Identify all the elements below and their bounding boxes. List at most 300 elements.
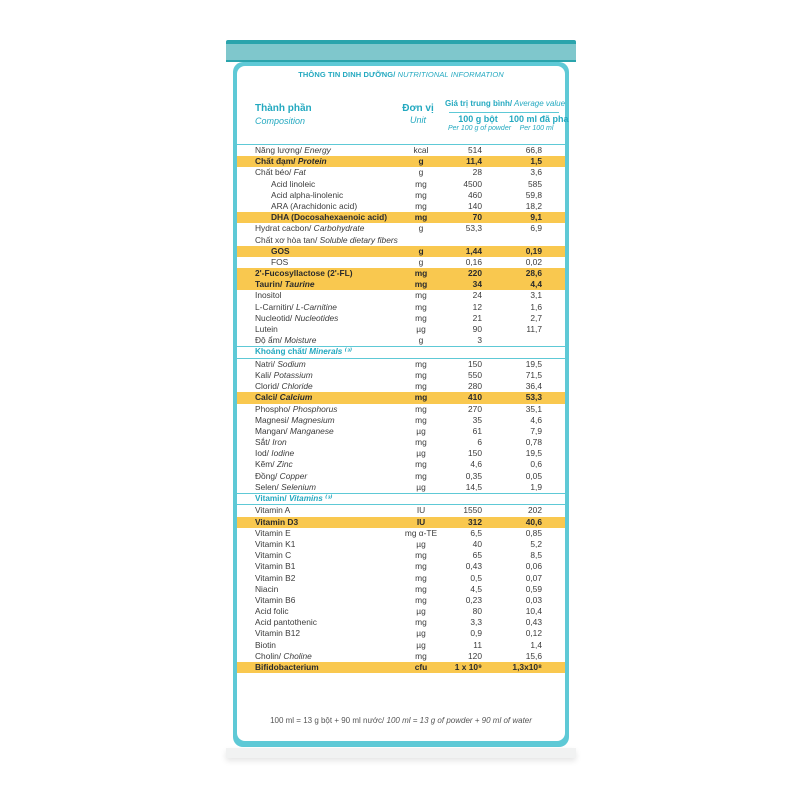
value-per-100ml: 11,7 xyxy=(526,324,542,334)
per-100g-vn: 100 g bột xyxy=(458,114,498,124)
footnote xyxy=(237,716,565,725)
nutrient-unit: µg xyxy=(416,639,426,650)
nutrient-name xyxy=(255,471,307,482)
nutrient-unit: mg xyxy=(415,178,427,189)
value-per-100ml: 19,5 xyxy=(525,448,542,459)
nutrient-unit: µg xyxy=(416,324,426,334)
nutrient-name-en: Phosphorus xyxy=(290,403,338,414)
nutrient-name-vn: Iod/ xyxy=(255,448,269,459)
nutrient-name xyxy=(255,156,327,167)
value-per-100ml: 1,5 xyxy=(530,156,542,167)
value-per-100g: 0,23 xyxy=(465,594,482,605)
value-per-100g: 550 xyxy=(468,369,482,380)
value-per-100g: 0,9 xyxy=(470,628,482,639)
nutrient-name xyxy=(255,359,306,370)
value-per-100g: 120 xyxy=(468,650,482,661)
nutrient-name-vn: Khoáng chất/ xyxy=(255,347,307,357)
value-per-100ml: 6,9 xyxy=(530,223,542,234)
nutrient-name xyxy=(255,550,291,561)
nutrient-name-en: Iodine xyxy=(268,448,295,459)
value-per-100g: 460 xyxy=(468,189,482,200)
nutrient-name xyxy=(255,347,352,357)
nutrient-name-en: Magnesium xyxy=(288,414,335,425)
nutrient-name-vn: Taurin/ xyxy=(255,279,283,290)
unit-header-en: Unit xyxy=(409,115,426,125)
nutrient-name xyxy=(255,381,313,392)
value-per-100g: 1550 xyxy=(463,505,482,516)
nutrient-row xyxy=(237,381,565,392)
value-per-100ml: 59,8 xyxy=(525,189,542,200)
per-100ml-header xyxy=(509,114,569,132)
nutrient-name-vn: Năng lượng/ xyxy=(255,145,302,155)
nutrient-unit: IU xyxy=(416,505,426,516)
nutrient-name xyxy=(255,482,316,493)
nutrient-name xyxy=(255,448,294,459)
nutrient-row xyxy=(237,561,565,572)
value-per-100g: 6 xyxy=(477,437,482,448)
value-per-100ml: 5,2 xyxy=(530,538,542,549)
nutrient-row xyxy=(237,640,565,651)
value-per-100g: 0,5 xyxy=(470,572,482,583)
value-per-100ml: 18,2 xyxy=(525,200,542,211)
value-per-100g: 70 xyxy=(472,212,482,223)
value-per-100ml: 8,5 xyxy=(530,550,542,561)
nutrient-row xyxy=(237,268,565,279)
nutrient-name-en: Choline xyxy=(281,650,312,661)
nutrient-name-en: Nucleotides xyxy=(292,312,339,323)
value-per-100g: 34 xyxy=(472,279,482,290)
nutrient-unit: mg xyxy=(415,617,427,628)
nutrient-name xyxy=(255,415,335,426)
nutrient-unit: g xyxy=(418,256,424,267)
value-per-100g: 3,3 xyxy=(470,617,482,628)
value-per-100g: 0,43 xyxy=(465,561,482,572)
nutrient-name-en: Soluble dietary fibers xyxy=(317,234,398,245)
nutrient-name-vn: DHA (Docosahexaenoic acid) xyxy=(271,212,388,223)
nutrient-unit: mg xyxy=(415,414,427,425)
nutrient-row xyxy=(237,246,565,257)
value-per-100g: 280 xyxy=(468,381,482,392)
nutrient-unit: g xyxy=(418,335,424,346)
nutrient-name xyxy=(255,370,313,381)
nutrient-name xyxy=(255,606,289,617)
value-per-100ml: 1,9 xyxy=(530,481,542,492)
value-per-100g: 90 xyxy=(472,324,482,334)
nutrient-name-vn: Vitamin D3 xyxy=(255,516,299,527)
nutrient-name-vn: GOS xyxy=(271,245,290,256)
nutrient-unit: mg xyxy=(415,369,427,380)
nutrient-name xyxy=(255,505,290,516)
nutrient-name-vn: Clorid/ xyxy=(255,381,280,392)
box-bottom-edge xyxy=(226,748,576,758)
nutrient-row xyxy=(237,550,565,561)
value-per-100ml: 19,5 xyxy=(525,358,542,369)
nutrient-name xyxy=(255,268,353,279)
nutrient-row xyxy=(237,359,565,370)
unit-header-vn: Đơn vị xyxy=(402,103,434,114)
box-top-flap xyxy=(226,44,576,60)
nutrient-name-vn: Vitamin/ xyxy=(255,494,287,504)
nutrient-row xyxy=(237,471,565,482)
nutrient-name xyxy=(255,235,398,246)
nutrient-name-vn: Vitamin B6 xyxy=(255,594,296,605)
nutrient-unit: mg xyxy=(415,200,427,211)
value-per-100g: 1,44 xyxy=(465,245,482,256)
nutrient-name-vn: Cholin/ xyxy=(255,650,282,661)
value-per-100ml: 53,3 xyxy=(525,392,542,403)
nutrient-name xyxy=(255,640,276,651)
nutrient-row xyxy=(237,628,565,639)
nutrient-unit: mg xyxy=(415,459,427,470)
nutrient-name-en: Potassium xyxy=(271,369,313,380)
value-per-100g: 40 xyxy=(472,538,482,549)
nutrient-row xyxy=(237,437,565,448)
value-per-100ml: 0,07 xyxy=(525,572,542,583)
nutrient-row xyxy=(237,370,565,381)
value-per-100g: 14,5 xyxy=(465,481,482,492)
value-per-100g: 11 xyxy=(473,639,482,650)
footnote-vn: 100 ml = 13 g bột + 90 ml nước/ xyxy=(270,716,385,725)
nutrient-unit: mg xyxy=(414,268,428,279)
value-per-100ml: 35,1 xyxy=(525,403,542,414)
nutrient-name-vn: FOS xyxy=(271,256,289,267)
section-header-row xyxy=(237,346,565,358)
nutrient-row xyxy=(237,201,565,212)
nutrient-row xyxy=(237,212,565,223)
composition-header-en: Composition xyxy=(255,116,306,126)
nutrient-name-vn: Vitamin E xyxy=(255,527,291,538)
nutrient-name-en: Moisture xyxy=(282,335,317,346)
nutrient-name-en: Fat xyxy=(291,167,306,178)
nutrient-unit: mg xyxy=(415,561,427,572)
nutrient-row xyxy=(237,404,565,415)
nutrient-row xyxy=(237,179,565,190)
value-per-100g: 1 x 10⁹ xyxy=(454,662,482,673)
nutrient-name xyxy=(255,573,295,584)
title-en: NUTRITIONAL INFORMATION xyxy=(395,70,504,79)
value-per-100g: 11,4 xyxy=(466,156,482,167)
value-per-100ml: 0,12 xyxy=(525,628,542,639)
value-per-100ml: 3,1 xyxy=(530,290,542,301)
nutrient-unit: mg xyxy=(415,470,427,481)
nutrient-name xyxy=(271,201,357,212)
nutrient-name-vn: 2'-Fucosyllactose (2'-FL) xyxy=(255,268,353,279)
nutrient-name-vn: Vitamin K1 xyxy=(255,538,296,549)
nutrient-name-vn: Niacin xyxy=(255,583,279,594)
nutrient-name xyxy=(255,584,278,595)
nutrient-name-en: Zinc xyxy=(274,459,293,470)
value-per-100ml: 9,1 xyxy=(530,212,542,223)
nutrient-name-vn: Acid linoleic xyxy=(271,178,316,189)
title-vn: THÔNG TIN DINH DƯỠNG/ xyxy=(298,70,396,79)
nutrient-name-en: Protein xyxy=(295,156,327,167)
nutrient-row xyxy=(237,517,565,528)
value-per-100g: 3 xyxy=(477,335,482,346)
nutrient-unit: mg xyxy=(415,189,427,200)
nutrient-name-vn: Selen/ xyxy=(255,481,279,492)
nutrient-unit: mg xyxy=(415,312,427,323)
nutrient-name xyxy=(255,561,295,572)
footnote-en: 100 ml = 13 g of powder + 90 ml of water xyxy=(384,716,532,725)
nutrient-name xyxy=(255,223,364,234)
nutrient-unit: g xyxy=(418,167,424,178)
nutrient-unit: g xyxy=(418,245,424,256)
nutrient-name-vn: Kẽm/ xyxy=(255,459,275,470)
per-100g-header xyxy=(448,114,512,132)
value-per-100ml: 0,06 xyxy=(525,561,542,572)
nutrient-name xyxy=(255,617,317,628)
nutrient-row xyxy=(237,235,565,246)
nutrient-row xyxy=(237,190,565,201)
nutrient-name-vn: Biotin xyxy=(255,639,276,650)
nutrient-name xyxy=(255,145,331,156)
nutrient-row xyxy=(237,313,565,324)
value-per-100g: 0,35 xyxy=(465,470,482,481)
nutrient-name xyxy=(255,595,295,606)
nutrient-row xyxy=(237,528,565,539)
nutrient-row xyxy=(237,167,565,178)
value-per-100ml: 0,59 xyxy=(525,583,542,594)
nutrient-unit: µg xyxy=(416,606,426,617)
nutrient-row xyxy=(237,482,565,493)
value-per-100ml: 0,03 xyxy=(525,594,542,605)
nutrient-row xyxy=(237,662,565,673)
value-per-100ml: 7,9 xyxy=(530,425,542,436)
value-per-100g: 150 xyxy=(468,448,482,459)
nutrient-unit: g xyxy=(418,223,424,234)
nutrient-name xyxy=(271,246,290,257)
value-per-100ml: 28,6 xyxy=(525,268,542,279)
nutrient-row xyxy=(237,257,565,268)
nutrient-row xyxy=(237,617,565,628)
nutrient-name-vn: Calci/ xyxy=(255,392,278,403)
per-100ml-en: Per 100 ml xyxy=(519,125,554,132)
nutrient-row xyxy=(237,302,565,313)
nutrient-unit: mg xyxy=(415,437,427,448)
value-per-100g: 140 xyxy=(468,200,482,211)
nutrient-row xyxy=(237,324,565,335)
nutrient-name-vn: Chất đạm/ xyxy=(255,156,296,167)
nutrient-name-vn: Đồng/ xyxy=(255,470,278,481)
value-per-100g: 53,3 xyxy=(465,223,482,234)
nutrient-name-vn: Acid folic xyxy=(255,606,289,617)
nutrient-name xyxy=(255,324,278,335)
nutrient-unit: mg xyxy=(415,550,427,561)
value-per-100ml: 36,4 xyxy=(525,381,542,392)
nutrient-name-vn: Vitamin C xyxy=(255,550,292,561)
value-per-100ml: 0,78 xyxy=(525,437,542,448)
nutrient-name-vn: Nucleotid/ xyxy=(255,312,293,323)
nutrient-row xyxy=(237,290,565,301)
nutrient-name-en: Chloride xyxy=(279,381,313,392)
nutrient-name xyxy=(271,190,343,201)
per-100ml-vn: 100 ml đã pha xyxy=(509,114,569,124)
average-value-header xyxy=(445,99,566,108)
nutrient-name xyxy=(255,494,333,504)
value-per-100ml: 202 xyxy=(528,505,542,516)
value-per-100ml: 4,4 xyxy=(530,279,542,290)
nutrient-row xyxy=(237,335,565,346)
value-per-100ml: 0,6 xyxy=(530,459,542,470)
nutrient-row xyxy=(237,651,565,662)
nutrient-name-vn: Kali/ xyxy=(255,369,272,380)
value-per-100g: 410 xyxy=(468,392,482,403)
nutrient-unit: mg xyxy=(415,583,427,594)
value-per-100g: 35 xyxy=(472,414,482,425)
nutrient-unit: µg xyxy=(416,425,426,436)
nutrient-name xyxy=(255,628,300,639)
value-per-100ml: 15,6 xyxy=(525,650,542,661)
nutrient-unit: mg α-TE xyxy=(404,527,438,538)
nutrient-unit: mg xyxy=(414,279,428,290)
nutrient-unit: mg xyxy=(415,650,427,661)
value-per-100g: 4500 xyxy=(463,178,482,189)
nutrient-row xyxy=(237,573,565,584)
nutrient-name xyxy=(255,426,334,437)
nutrient-name-vn: Độ ẩm/ xyxy=(255,335,282,346)
nutrient-name-en: Minerals ⁽³⁾ xyxy=(306,347,353,357)
nutrient-unit: mg xyxy=(415,594,427,605)
nutrient-row xyxy=(237,145,565,156)
value-per-100g: 65 xyxy=(472,550,482,561)
nutrient-name-vn: Vitamin B2 xyxy=(255,572,296,583)
value-per-100ml: 71,5 xyxy=(525,369,542,380)
average-value-vn: Giá trị trung bình/ xyxy=(445,99,513,108)
nutrient-name xyxy=(255,517,298,528)
nutrient-name-vn: Vitamin B1 xyxy=(255,561,296,572)
nutrient-name xyxy=(271,212,387,223)
nutrient-name-vn: Phospho/ xyxy=(255,403,291,414)
value-per-100g: 220 xyxy=(468,268,482,279)
nutrient-name xyxy=(255,459,293,470)
nutrient-row xyxy=(237,223,565,234)
nutrient-unit: mg xyxy=(414,212,428,223)
nutrient-name-en: Manganese xyxy=(287,425,334,436)
per-100g-en: Per 100 g of powder xyxy=(448,125,512,132)
nutrient-unit: cfu xyxy=(414,662,428,673)
nutrient-name-en: Copper xyxy=(277,470,308,481)
nutrient-name-vn: Magnesi/ xyxy=(255,414,289,425)
nutrient-name-vn: Mangan/ xyxy=(255,425,288,436)
nutrient-row xyxy=(237,392,565,403)
value-per-100g: 0,16 xyxy=(465,256,482,267)
nutrient-name-vn: Natri/ xyxy=(255,358,276,369)
value-per-100g: 312 xyxy=(468,516,482,527)
nutrient-name-vn: Sắt/ xyxy=(255,437,270,448)
nutrient-name-vn: Vitamin A xyxy=(255,505,291,516)
value-per-100ml: 0,43 xyxy=(525,617,542,628)
value-per-100ml: 585 xyxy=(528,178,542,189)
composition-header xyxy=(255,104,312,126)
value-per-100ml: 2,7 xyxy=(530,312,542,323)
value-per-100g: 6,5 xyxy=(470,527,482,538)
nutrient-unit: µg xyxy=(416,628,426,639)
value-per-100g: 80 xyxy=(472,606,482,617)
nutrient-unit: mg xyxy=(415,290,427,301)
value-per-100g: 21 xyxy=(472,312,482,323)
header-divider xyxy=(449,112,559,113)
nutrient-unit: µg xyxy=(416,448,426,459)
nutrient-row xyxy=(237,415,565,426)
nutrient-unit: mg xyxy=(415,403,427,414)
value-per-100g: 28 xyxy=(472,167,482,178)
nutrient-name xyxy=(255,539,295,550)
composition-header-vn: Thành phần xyxy=(255,103,312,114)
nutrient-unit: mg xyxy=(415,301,427,312)
nutrient-name xyxy=(255,279,315,290)
nutrient-name-en: Vitamins ⁽³⁾ xyxy=(286,494,333,504)
nutrient-unit: g xyxy=(418,156,424,167)
nutrient-row xyxy=(237,539,565,550)
value-per-100ml: 10,4 xyxy=(525,606,542,617)
value-per-100ml: 40,6 xyxy=(525,516,542,527)
nutrient-name xyxy=(255,392,312,403)
nutrient-row xyxy=(237,606,565,617)
nutrition-table xyxy=(237,145,565,673)
nutrient-unit: mg xyxy=(415,381,427,392)
nutrient-name xyxy=(255,335,316,346)
value-per-100ml: 1,4 xyxy=(530,639,542,650)
nutrient-unit: mg xyxy=(415,358,427,369)
unit-header xyxy=(398,104,438,125)
nutrient-row xyxy=(237,505,565,516)
nutrient-name xyxy=(255,302,337,313)
average-value-en: Average value xyxy=(512,99,566,108)
value-per-100g: 4,6 xyxy=(470,459,482,470)
nutrient-name-vn: Lutein xyxy=(255,324,278,334)
value-per-100g: 150 xyxy=(468,358,482,369)
nutrient-name-en: L-Carnitine xyxy=(293,301,337,312)
nutrient-name-en: Energy xyxy=(301,145,331,155)
nutrient-name-en: Iron xyxy=(269,437,287,448)
nutrient-name-en: Carbohydrate xyxy=(311,223,365,234)
nutrient-row xyxy=(237,448,565,459)
nutrient-row xyxy=(237,279,565,290)
nutrient-name-vn: Vitamin B12 xyxy=(255,628,301,639)
nutrient-name-vn: Chất béo/ xyxy=(255,167,292,178)
nutrient-name-vn: Inositol xyxy=(255,290,282,301)
value-per-100ml: 0,02 xyxy=(525,256,542,267)
nutrient-name xyxy=(255,651,312,662)
nutrient-name-vn: L-Carnitin/ xyxy=(255,301,294,312)
nutrient-name xyxy=(271,257,288,268)
value-per-100ml: 0,19 xyxy=(525,245,542,256)
value-per-100ml: 3,6 xyxy=(530,167,542,178)
value-per-100g: 12 xyxy=(472,301,482,312)
nutrient-unit: µg xyxy=(416,481,426,492)
nutrient-unit: kcal xyxy=(413,145,429,155)
nutrient-row xyxy=(237,584,565,595)
nutrient-name-vn: Acid pantothenic xyxy=(255,617,317,628)
nutrient-row xyxy=(237,595,565,606)
value-per-100g: 270 xyxy=(468,403,482,414)
nutrient-name xyxy=(255,167,306,178)
nutrient-name xyxy=(255,528,291,539)
nutrient-name-en: Selenium xyxy=(278,481,316,492)
value-per-100g: 4,5 xyxy=(470,583,482,594)
nutrient-name xyxy=(255,290,282,301)
nutrient-name xyxy=(255,313,338,324)
nutrient-row xyxy=(237,459,565,470)
section-header-row xyxy=(237,493,565,505)
nutrient-unit: µg xyxy=(416,538,426,549)
nutrient-name-vn: Hydrat cacbon/ xyxy=(255,223,312,234)
nutrient-name-vn: ARA (Arachidonic acid) xyxy=(271,200,358,211)
value-per-100g: 61 xyxy=(472,425,482,436)
nutrient-row xyxy=(237,156,565,167)
nutrient-name xyxy=(271,179,315,190)
nutrient-name-vn: Bifidobacterium xyxy=(255,662,319,673)
